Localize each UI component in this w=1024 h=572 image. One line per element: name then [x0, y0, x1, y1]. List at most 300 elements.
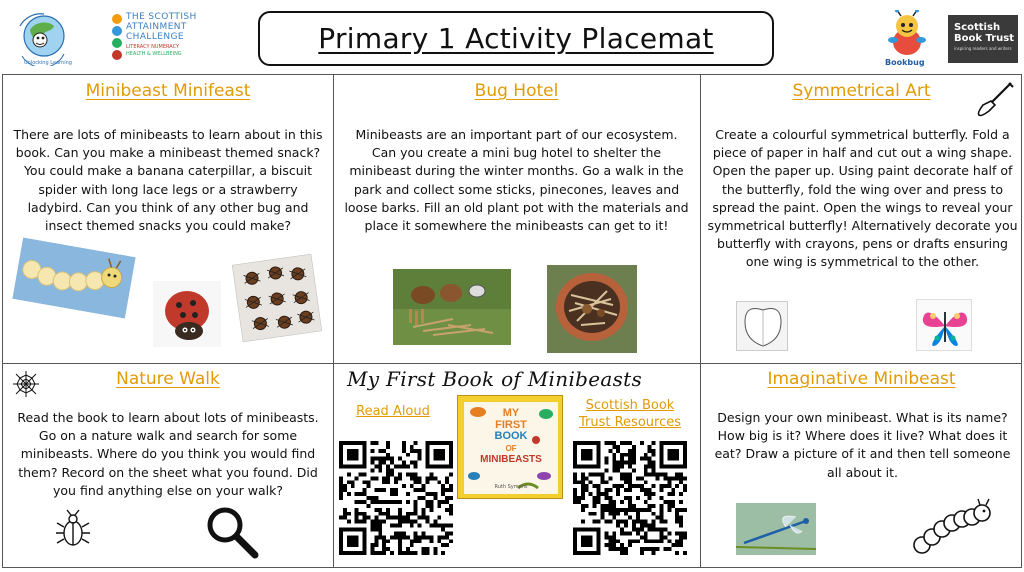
qr-module [410, 551, 414, 555]
qr-module [422, 531, 426, 535]
qr-module [394, 500, 398, 504]
qr-module [632, 527, 636, 531]
qr-module [679, 508, 683, 512]
cover-line-5: MINIBEASTS [480, 454, 542, 465]
qr-module [359, 500, 363, 504]
glasgow-improvement-challenge-logo [14, 12, 76, 66]
qr-module [652, 465, 656, 469]
qr-module [679, 516, 683, 520]
paintbrush-icon [975, 81, 1015, 119]
qr-module [652, 441, 656, 445]
qr-module [652, 484, 656, 488]
qr-module [663, 472, 667, 476]
qr-module [632, 449, 636, 453]
qr-module [406, 547, 410, 551]
qr-module [659, 496, 663, 500]
qr-module [437, 539, 441, 543]
qr-module [679, 476, 683, 480]
qr-module [612, 531, 616, 535]
qr-module [616, 508, 620, 512]
qr-module [581, 492, 585, 496]
qr-module [648, 472, 652, 476]
qr-module [604, 461, 608, 465]
qr-module [612, 543, 616, 547]
qr-module [624, 547, 628, 551]
qr-module [663, 476, 667, 480]
qr-module [640, 457, 644, 461]
qr-module [663, 500, 667, 504]
qr-module [612, 516, 616, 520]
qr-module [620, 508, 624, 512]
qr-module [648, 496, 652, 500]
qr-module [589, 512, 593, 516]
qr-module [363, 520, 367, 524]
qr-module [386, 547, 390, 551]
qr-module [414, 508, 418, 512]
qr-module [675, 520, 679, 524]
qr-module [608, 496, 612, 500]
qr-module [445, 531, 449, 535]
qr-module [422, 488, 426, 492]
qr-module [671, 500, 675, 504]
qr-module [449, 484, 453, 488]
qr-module [652, 512, 656, 516]
qr-module [441, 535, 445, 539]
qr-module [620, 457, 624, 461]
qr-module [644, 492, 648, 496]
qr-module [644, 524, 648, 528]
sbt-line-2: Book Trust [954, 33, 1014, 44]
qr-module [636, 539, 640, 543]
qr-module [675, 472, 679, 476]
qr-module [370, 524, 374, 528]
qr-module [410, 539, 414, 543]
qr-module [652, 449, 656, 453]
qr-module [406, 520, 410, 524]
qr-module [667, 531, 671, 535]
qr-module [659, 484, 663, 488]
panel-heading: Minibeast Minifeast [85, 81, 251, 101]
qr-module [577, 480, 581, 484]
qr-module [378, 535, 382, 539]
qr-module [648, 457, 652, 461]
biscuit-spiders-photo [232, 254, 322, 342]
qr-module [616, 469, 620, 473]
panel-text: There are lots of minibeasts to learn about in this book. Can you make a minibeast themed snack? You could make a banana caterpillar, a biscuit spider with long lace legs or a strawberry ladybird. Can you think of any other bug and insect themed snacks you could make? [13, 127, 323, 234]
qr-module [628, 516, 632, 520]
qr-module [616, 484, 620, 488]
qr-finder-pattern [581, 535, 593, 547]
qr-module [656, 476, 660, 480]
qr-module [441, 488, 445, 492]
qr-module [445, 496, 449, 500]
qr-module [679, 535, 683, 539]
qr-module [418, 496, 422, 500]
qr-module [604, 496, 608, 500]
qr-module [628, 484, 632, 488]
qr-module [347, 472, 351, 476]
qr-module [624, 531, 628, 535]
paper-wing-photo [736, 301, 788, 351]
qr-module [667, 508, 671, 512]
qr-module [394, 524, 398, 528]
qr-module [636, 520, 640, 524]
qr-module [593, 512, 597, 516]
sac-line-3: CHALLENGE [126, 32, 184, 42]
qr-module [339, 492, 343, 496]
qr-module [370, 527, 374, 531]
qr-module [382, 512, 386, 516]
qr-module [612, 461, 616, 465]
qr-module [367, 504, 371, 508]
qr-module [671, 543, 675, 547]
cover-line-2: FIRST [495, 418, 527, 431]
qr-module [608, 520, 612, 524]
qr-module [374, 500, 378, 504]
qr-module [628, 500, 632, 504]
qr-module [367, 496, 371, 500]
qr-module [628, 531, 632, 535]
qr-module [390, 516, 394, 520]
qr-module [449, 496, 453, 500]
qr-module [449, 508, 453, 512]
qr-module [374, 551, 378, 555]
qr-module [644, 453, 648, 457]
sbt-resources-link[interactable] [571, 397, 689, 431]
qr-module [343, 512, 347, 516]
qr-module [406, 512, 410, 516]
qr-module [355, 500, 359, 504]
qr-module [374, 465, 378, 469]
sbt-resources-line-2: Trust Resources [578, 415, 681, 430]
qr-module [648, 445, 652, 449]
qr-module [351, 480, 355, 484]
qr-module [441, 524, 445, 528]
qr-module [418, 539, 422, 543]
qr-module [652, 472, 656, 476]
qr-module [581, 480, 585, 484]
qr-module [339, 488, 343, 492]
cover-line-3: BOOK [494, 430, 528, 442]
qr-module [628, 441, 632, 445]
qr-module [386, 480, 390, 484]
qr-module [394, 492, 398, 496]
qr-module [418, 488, 422, 492]
qr-module [449, 472, 453, 476]
caterpillar-icon [912, 497, 992, 559]
qr-module [628, 480, 632, 484]
qr-module [648, 492, 652, 496]
qr-module [679, 531, 683, 535]
qr-module [608, 500, 612, 504]
qr-module [636, 512, 640, 516]
qr-module [648, 508, 652, 512]
qr-module [363, 516, 367, 520]
qr-module [398, 539, 402, 543]
qr-module [683, 531, 687, 535]
qr-module [577, 500, 581, 504]
qr-module [640, 476, 644, 480]
qr-module [414, 449, 418, 453]
qr-module [351, 484, 355, 488]
qr-module [640, 547, 644, 551]
qr-module [359, 520, 363, 524]
qr-module [414, 500, 418, 504]
qr-module [601, 508, 605, 512]
qr-module [644, 488, 648, 492]
qr-module [347, 480, 351, 484]
qr-module [445, 488, 449, 492]
qr-module [612, 465, 616, 469]
read-aloud-qr-code[interactable] [339, 441, 453, 555]
qr-module [624, 524, 628, 528]
qr-module [616, 461, 620, 465]
sac-line-1: THE SCOTTISH [126, 12, 197, 22]
qr-module [449, 539, 453, 543]
qr-module [652, 539, 656, 543]
qr-module [648, 461, 652, 465]
qr-module [422, 512, 426, 516]
qr-module [659, 488, 663, 492]
qr-module [370, 500, 374, 504]
qr-module [648, 488, 652, 492]
qr-module [378, 500, 382, 504]
qr-module [659, 504, 663, 508]
qr-module [644, 508, 648, 512]
qr-module [374, 539, 378, 543]
qr-module [632, 520, 636, 524]
qr-module [601, 512, 605, 516]
qr-module [378, 531, 382, 535]
qr-module [644, 465, 648, 469]
qr-module [418, 457, 422, 461]
qr-module [382, 476, 386, 480]
qr-module [620, 484, 624, 488]
qr-module [355, 516, 359, 520]
qr-module [632, 453, 636, 457]
qr-module [628, 453, 632, 457]
qr-module [429, 476, 433, 480]
sbt-resources-qr-code[interactable] [573, 441, 687, 555]
qr-module [422, 551, 426, 555]
qr-module [616, 465, 620, 469]
qr-module [644, 500, 648, 504]
qr-module [624, 488, 628, 492]
qr-module [659, 531, 663, 535]
qr-module [386, 453, 390, 457]
qr-module [418, 480, 422, 484]
read-aloud-link[interactable]: Read Aloud [356, 404, 430, 419]
qr-module [652, 520, 656, 524]
qr-module [585, 484, 589, 488]
qr-module [406, 500, 410, 504]
qr-module [663, 547, 667, 551]
qr-module [659, 539, 663, 543]
qr-module [339, 516, 343, 520]
qr-module [636, 484, 640, 488]
qr-module [386, 512, 390, 516]
qr-module [386, 500, 390, 504]
qr-module [652, 527, 656, 531]
panel-heading: Bug Hotel [474, 81, 559, 101]
qr-module [620, 543, 624, 547]
page-title: Primary 1 Activity Placemat [318, 22, 714, 55]
collected-materials-photo [393, 269, 511, 345]
qr-module [390, 524, 394, 528]
qr-module [656, 539, 660, 543]
qr-module [608, 535, 612, 539]
panel-text: Read the book to learn about lots of minibeasts. Go on a nature walk and search for some minibeasts. Where do you think you would find them? Record on the sheet what you found. Did you find anything else on your walk? [17, 410, 319, 498]
qr-module [659, 508, 663, 512]
qr-module [414, 461, 418, 465]
qr-module [573, 472, 577, 476]
qr-module [640, 551, 644, 555]
qr-module [671, 504, 675, 508]
qr-module [620, 527, 624, 531]
qr-module [437, 480, 441, 484]
qr-module [663, 535, 667, 539]
qr-module [656, 516, 660, 520]
qr-module [648, 539, 652, 543]
qr-module [367, 480, 371, 484]
qr-module [394, 488, 398, 492]
qr-module [652, 492, 656, 496]
qr-module [675, 543, 679, 547]
qr-module [437, 500, 441, 504]
qr-module [355, 512, 359, 516]
qr-module [632, 539, 636, 543]
qr-module [398, 535, 402, 539]
qr-module [577, 496, 581, 500]
qr-module [370, 520, 374, 524]
qr-module [402, 441, 406, 445]
qr-module [378, 488, 382, 492]
qr-module [675, 531, 679, 535]
qr-module [620, 441, 624, 445]
qr-module [608, 508, 612, 512]
qr-module [628, 465, 632, 469]
qr-module [593, 484, 597, 488]
qr-module [414, 465, 418, 469]
qr-module [640, 520, 644, 524]
qr-module [382, 539, 386, 543]
qr-module [363, 500, 367, 504]
qr-module [394, 465, 398, 469]
scottish-attainment-challenge-logo [112, 12, 208, 64]
qr-module [406, 453, 410, 457]
panel-heading: Nature Walk [116, 369, 220, 389]
qr-module [441, 527, 445, 531]
book-cover [457, 395, 563, 499]
sac-sub-1: LITERACY NUMERACY [126, 44, 180, 50]
qr-module [339, 476, 343, 480]
qr-module [429, 500, 433, 504]
qr-module [374, 496, 378, 500]
qr-module [659, 520, 663, 524]
qr-module [359, 492, 363, 496]
panel-text: Design your own minibeast. What is its name? How big is it? Where does it live? What does it eat? Draw a picture of it and then tell someone all about it. [714, 410, 1011, 480]
panel-minibeast-minifeast [3, 75, 333, 363]
qr-module [418, 453, 422, 457]
qr-module [640, 508, 644, 512]
qr-module [612, 484, 616, 488]
qr-module [620, 531, 624, 535]
qr-module [679, 524, 683, 528]
qr-module [604, 520, 608, 524]
qr-module [398, 508, 402, 512]
qr-module [616, 445, 620, 449]
panel-nature-walk [3, 363, 333, 569]
qr-module [624, 480, 628, 484]
qr-module [628, 488, 632, 492]
qr-module [624, 508, 628, 512]
qr-module [386, 445, 390, 449]
qr-module [683, 551, 687, 555]
qr-module [624, 512, 628, 516]
qr-module [659, 527, 663, 531]
qr-module [370, 461, 374, 465]
qr-module [414, 480, 418, 484]
qr-module [671, 488, 675, 492]
qr-module [382, 543, 386, 547]
qr-module [604, 488, 608, 492]
qr-module [573, 492, 577, 496]
qr-module [648, 449, 652, 453]
qr-module [394, 480, 398, 484]
qr-module [659, 535, 663, 539]
qr-module [410, 512, 414, 516]
qr-module [675, 484, 679, 488]
qr-module [620, 465, 624, 469]
qr-module [425, 500, 429, 504]
qr-module [608, 543, 612, 547]
qr-module [604, 469, 608, 473]
qr-module [663, 527, 667, 531]
qr-module [370, 476, 374, 480]
qr-module [449, 504, 453, 508]
qr-module [422, 535, 426, 539]
qr-module [410, 461, 414, 465]
qr-module [667, 476, 671, 480]
qr-module [370, 457, 374, 461]
qr-module [355, 508, 359, 512]
qr-module [612, 539, 616, 543]
qr-module [640, 441, 644, 445]
qr-module [624, 551, 628, 555]
qr-module [370, 496, 374, 500]
qr-module [394, 531, 398, 535]
damselfly-photo [736, 503, 816, 555]
qr-module [683, 476, 687, 480]
qr-module [414, 551, 418, 555]
qr-module [597, 520, 601, 524]
qr-module [422, 516, 426, 520]
qr-module [683, 488, 687, 492]
qr-module [425, 520, 429, 524]
qr-module [410, 524, 414, 528]
qr-module [386, 465, 390, 469]
qr-module [624, 476, 628, 480]
qr-module [425, 476, 429, 480]
qr-module [422, 508, 426, 512]
qr-module [628, 476, 632, 480]
qr-module [414, 531, 418, 535]
qr-module [418, 535, 422, 539]
qr-module [612, 441, 616, 445]
qr-module [601, 472, 605, 476]
qr-module [648, 524, 652, 528]
qr-module [640, 524, 644, 528]
